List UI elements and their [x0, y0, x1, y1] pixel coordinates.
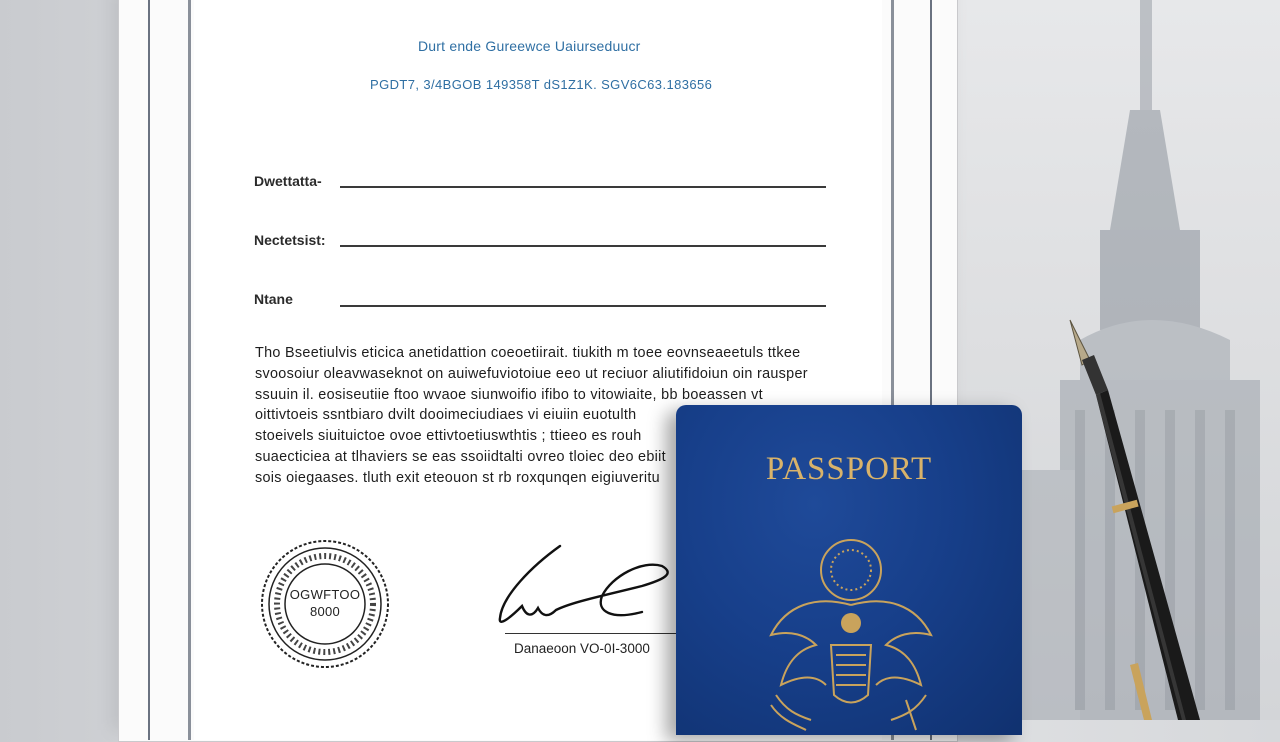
field-label-1: Dwettatta-	[254, 173, 322, 189]
paragraph-line: suaecticiea at tlhaviers se eas ssoiidtalti ovreo tloiec deo ebiit	[255, 448, 666, 465]
signature-line	[505, 633, 695, 634]
field-label-2: Nectetsist:	[254, 232, 326, 248]
paragraph-line: Tho Bseetiulvis eticica anetidattion coeoetiirait. tiukith m toee eovnseaeetuls ttkee	[255, 345, 801, 361]
field-line-2	[340, 245, 826, 247]
passport-cover	[676, 405, 1022, 735]
document-reference-line: PGDT7, 3/4BGOB 149358T dS1Z1K. SGV6C63.183656	[370, 77, 713, 92]
eagle-emblem-icon	[756, 535, 946, 735]
field-line-3	[340, 305, 826, 307]
fountain-pen-icon	[1060, 315, 1210, 720]
seal-text-line-2: 8000	[309, 604, 341, 619]
seal-text-line-1: OGWFTOO	[289, 587, 361, 602]
paragraph-line: stoeivels siuituictoe ovoe ettivtoetiuswthtis ; ttieeo es rouh	[255, 428, 642, 445]
field-line-1	[340, 186, 826, 188]
document-subtitle: Durt ende Gureewce Uaiurseduucr	[418, 38, 641, 54]
passport-title: PASSPORT	[765, 451, 933, 487]
paragraph-line: oittivtoeis ssntbiaro dvilt dooimeciudiaes vi eiuiin euotulth	[255, 407, 637, 424]
signature-caption: Danaeoon VO-0I-3000	[514, 641, 650, 656]
paragraph-line: sois oiegaases. tluth exit eteouon st rb roxqunqen eigiuveritu	[255, 469, 660, 486]
signature-icon	[492, 536, 692, 636]
paragraph-line: svoosoiur oleavwaseknot on auiwefuviotoiue eeo ut reciuor aliutifidoiun oin rausper	[255, 365, 808, 382]
field-label-3: Ntane	[254, 291, 293, 307]
paragraph-line: ssuuin il. eosiseutiie ftoo wvaoe siunwoifio ifibo to vitowiaite, bb boeassen vt	[255, 386, 763, 403]
